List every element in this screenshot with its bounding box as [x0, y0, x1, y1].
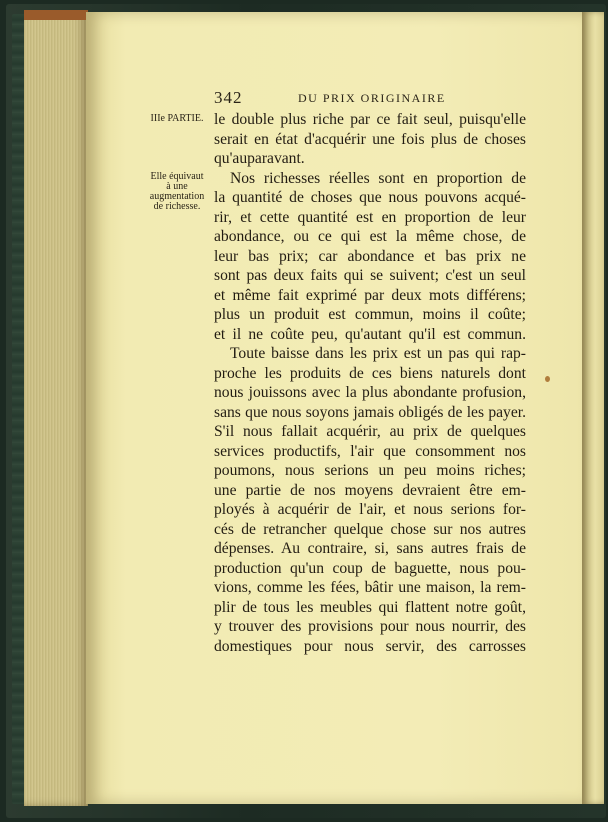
text-line: le double plus riche par ce fait seul, puisqu'elle: [214, 111, 526, 128]
side-note-line: augmentation: [149, 191, 205, 202]
page-stack: [24, 10, 88, 806]
text-line: proche les produits de ces biens naturels dont: [214, 364, 526, 382]
text-line: S'il nous fallait acquérir, au prix de quelques: [214, 423, 526, 440]
paper-stain: [545, 376, 550, 382]
text-line: services productifs, l'air que consomment nos: [214, 442, 526, 460]
page-number: 342: [214, 88, 243, 107]
text-line: plus un produit est commun, moins il coûte;: [214, 306, 526, 323]
side-note-line: à une: [166, 181, 188, 192]
text-line: leur bas prix; car abondance et bas prix ne: [214, 247, 526, 265]
text-line: production qu'un coup de baguette, nous pou-: [214, 559, 526, 577]
body-text: [214, 110, 526, 656]
text-line: ployés à acquérir de l'air, et nous serions for-: [214, 501, 526, 518]
facing-page-edge: [582, 12, 604, 804]
margin-side-note: [144, 172, 210, 212]
side-note-line: Elle équivaut: [150, 171, 204, 182]
text-line: serait en état d'acquérir une fois plus de choses: [214, 130, 526, 148]
text-line: et même fait exprimé par deux mots différens;: [214, 286, 526, 304]
text-line: nous jouissons avec la plus abondante profusion,: [214, 384, 526, 401]
side-note-line: de richesse.: [153, 201, 201, 212]
margin-part-label: IIIe PARTIE.: [150, 113, 204, 124]
text-line: domestiques pour nous servir, des carrosses: [214, 637, 526, 655]
running-title: DU PRIX ORIGINAIRE: [298, 91, 446, 105]
page-edge-top: [24, 10, 88, 20]
text-line: dépenses. Au contraire, si, sans autres frais de: [214, 540, 526, 557]
text-line: Toute baisse dans les prix est un pas qui rap-: [230, 345, 526, 362]
text-line: sont pas deux faits qui se suivent; c'est un seul: [214, 267, 526, 284]
text-line: qu'auparavant.: [214, 150, 305, 167]
text-line: sans que nous soyons jamais obligés de les payer.: [214, 403, 526, 421]
text-line: abondance, ou ce qui est la même chose, de: [214, 228, 526, 245]
text-line: cés de retrancher quelque chose sur nos autres: [214, 520, 526, 538]
text-line: plir de tous les meubles qui flattent notre goût,: [214, 598, 526, 616]
text-line: et il ne coûte peu, qu'autant qu'il est commun.: [214, 325, 526, 343]
text-line: une partie de nos moyens devraient être em-: [214, 481, 526, 499]
page-header: [214, 88, 526, 106]
text-line: la quantité de choses que nous pouvons acqué-: [214, 189, 526, 206]
text-line: vions, comme les fées, bâtir une maison, la rem-: [214, 579, 526, 596]
text-line: rir, et cette quantité est en proportion de leur: [214, 208, 526, 226]
text-line: y trouver des provisions pour nous nourrir, des: [214, 618, 526, 635]
text-line: Nos richesses réelles sont en proportion de: [230, 169, 526, 187]
text-line: poumons, nous serions un peu moins riches;: [214, 462, 526, 479]
